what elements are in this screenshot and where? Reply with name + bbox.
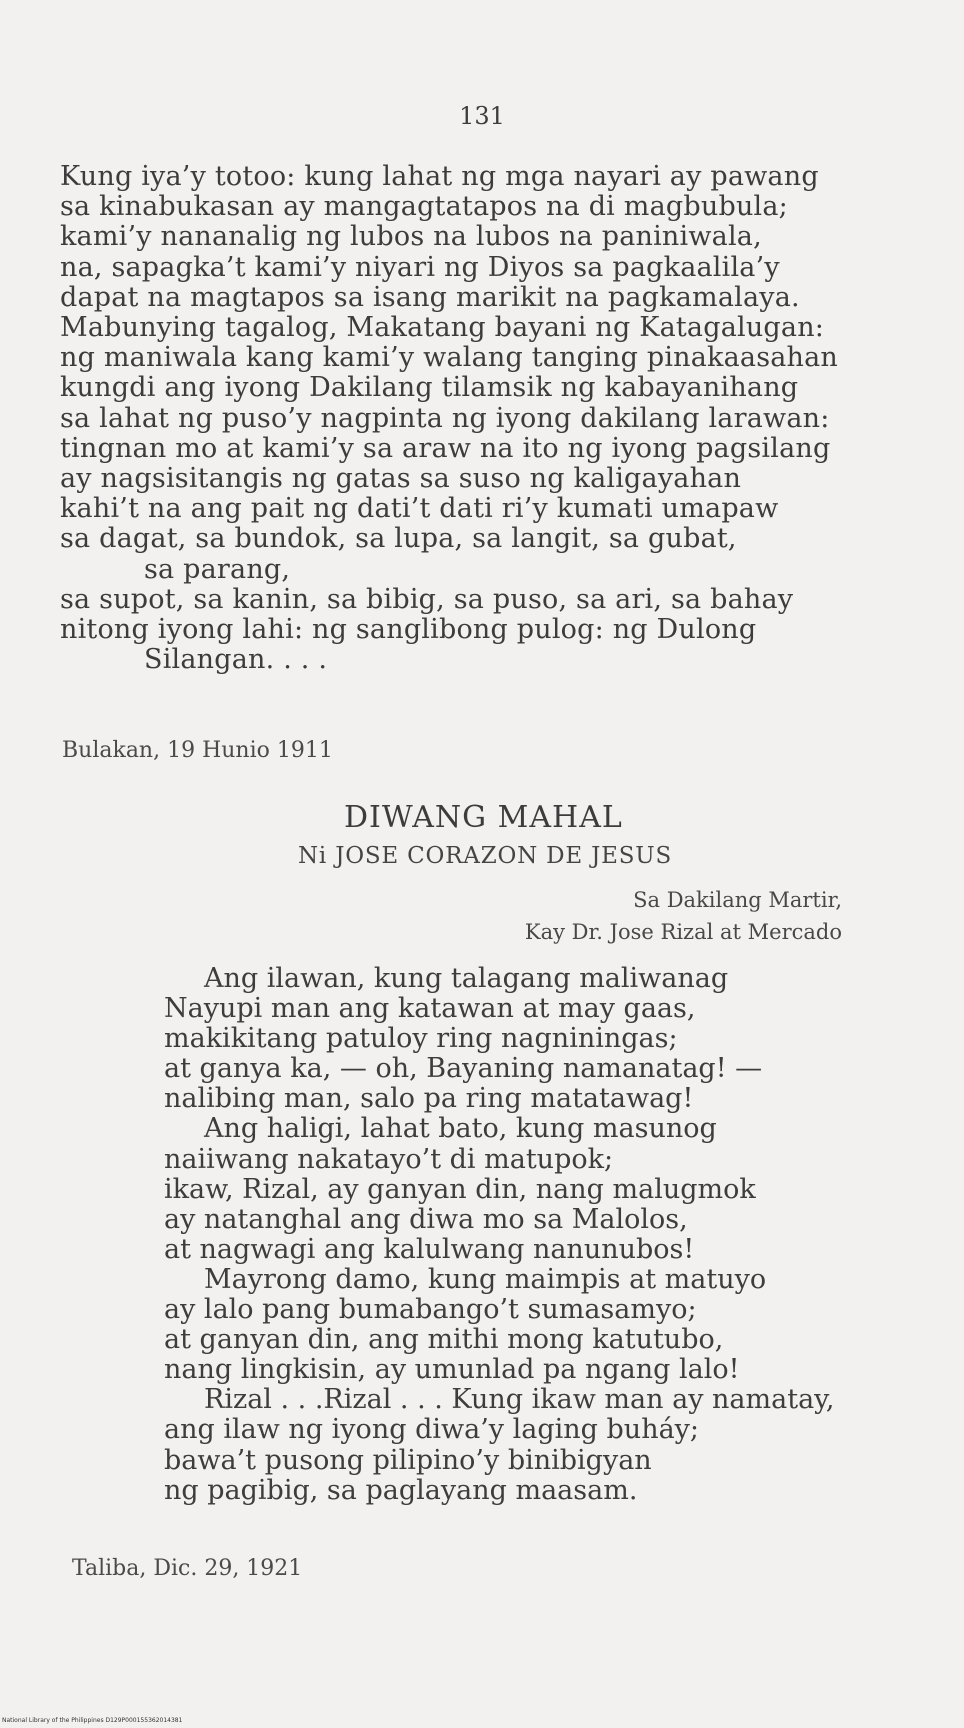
poem-line: Rizal . . .Rizal . . . Kung ikaw man ay namatay, [204,1384,835,1416]
poem-line: Silangan. . . . [144,644,328,676]
poem-author: Ni JOSE CORAZON DE JESUS [298,843,673,869]
poem-line: kami’y nananalig ng lubos na lubos na paniniwala, [60,221,762,253]
poem-line: ikaw, Rizal, ay ganyan din, nang malugmok [164,1173,756,1205]
poem-line: at ganya ka, — oh, Bayaning namanatag! — [164,1053,763,1085]
poem-line: Ang haligi, lahat bato, kung masunog [204,1113,717,1145]
poem-continued-lines [60,162,930,675]
poem-dedication [300,884,842,948]
poem-title: DIWANG MAHAL [344,800,623,835]
poem-line: makikitang patuloy ring nagniningas; [164,1023,678,1055]
poem-line: at ganyan din, ang mithi mong katutubo, [164,1324,724,1356]
poem-line: ng maniwala kang kami’y walang tanging pinakaasahan [60,342,839,374]
poem-line: at nagwagi ang kalulwang nanunubos! [164,1233,695,1265]
poem-line: nalibing man, salo pa ring matatawag! [164,1083,694,1115]
poem-line: sa parang, [144,553,291,585]
poem-line: bawa’t pusong pilipino’y binibigyan [164,1444,652,1476]
poem-lines [164,964,924,1506]
poem-line: kungdi ang iyong Dakilang tilamsik ng kabayanihang [60,372,799,404]
poem-line: Nayupi man ang katawan at may gaas, [164,993,696,1025]
poem-line: ay natanghal ang diwa mo sa Malolos, [164,1203,688,1235]
footer-credit: National Library of the Philippines D129P000155362014381 [2,1717,183,1724]
poem-line: nang lingkisin, ay umunlad pa ngang lalo! [164,1354,740,1386]
poem-line: sa kinabukasan ay mangagtatapos na di magbubula; [60,191,788,223]
poem-line: sa supot, sa kanin, sa bibig, sa puso, sa ari, sa bahay [60,583,794,615]
poem-line: ay nagsisitangis ng gatas sa suso ng kaligayahan [60,463,742,495]
poem-line: Mabunying tagalog, Makatang bayani ng Katagalugan: [60,312,825,344]
poem-line: sa lahat ng puso’y nagpinta ng iyong dakilang larawan: [60,402,830,434]
poem-line: kahi’t na ang pait ng dati’t dati ri’y kumati umapaw [60,493,779,525]
poem-line: ng pagibig, sa paglayang maasam. [164,1474,638,1506]
dedication-line: Sa Dakilang Martir, [633,888,842,912]
publication-source: Taliba, Dic. 29, 1921 [72,1556,303,1581]
poem-line: Kung iya’y totoo: kung lahat ng mga nayari ay pawang [60,161,819,192]
poem-line: Ang ilawan, kung talagang maliwanag [204,963,729,994]
poem-line: sa dagat, sa bundok, sa lupa, sa langit, sa gubat, [60,523,737,555]
poem-line: ay lalo pang bumabango’t sumasamyo; [164,1294,697,1326]
poem-line: Mayrong damo, kung maimpis at matuyo [204,1263,767,1295]
poem-line: naiiwang nakatayo’t di matupok; [164,1143,614,1175]
place-date: Bulakan, 19 Hunio 1911 [62,738,333,763]
poem-line: ang ilaw ng iyong diwa’y laging buháy; [164,1414,700,1446]
poem-line: dapat na magtapos sa isang marikit na pagkamalaya. [60,281,800,313]
poem-line: na, sapagka’t kami’y niyari ng Diyos sa pagkaalila’y [60,251,780,283]
page-number: 131 [459,102,505,130]
poem-line: tingnan mo at kami’y sa araw na ito ng iyong pagsilang [60,432,831,464]
dedication-line: Kay Dr. Jose Rizal at Mercado [524,920,842,944]
poem-line: nitong iyong lahi: ng sanglibong pulog: ng Dulong [60,614,757,646]
